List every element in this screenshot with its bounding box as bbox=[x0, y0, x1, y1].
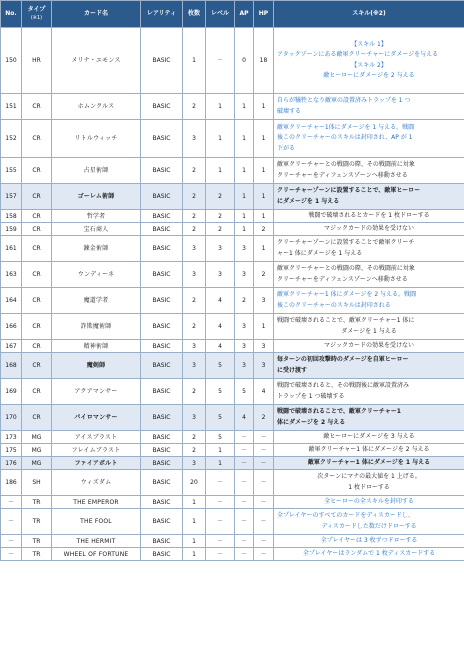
skill-line: 後このクリーチャーのスキルは封印される bbox=[277, 301, 391, 309]
row-count: 3 bbox=[183, 236, 206, 262]
row-skill bbox=[274, 288, 464, 314]
row-rarity: BASIC bbox=[141, 340, 183, 353]
row-rarity: BASIC bbox=[141, 120, 183, 158]
row-hp: － bbox=[254, 509, 274, 535]
row-hp: 1 bbox=[254, 314, 274, 340]
row-count: 3 bbox=[183, 405, 206, 431]
row-type: CR bbox=[22, 236, 52, 262]
row-count: 3 bbox=[183, 353, 206, 379]
row-ap: 1 bbox=[235, 210, 254, 223]
table-row bbox=[1, 28, 464, 94]
row-type: CR bbox=[22, 184, 52, 210]
header-card-name: カード名 bbox=[52, 1, 141, 28]
row-count: 2 bbox=[183, 431, 206, 444]
row-type: CR bbox=[22, 288, 52, 314]
row-ap: － bbox=[235, 470, 254, 496]
row-card-name: THE HERMIT bbox=[52, 535, 141, 548]
row-rarity: BASIC bbox=[141, 288, 183, 314]
row-no: 173 bbox=[1, 431, 22, 444]
row-card-name: ウィズダム bbox=[52, 470, 141, 496]
row-rarity: BASIC bbox=[141, 431, 183, 444]
row-no: 166 bbox=[1, 314, 22, 340]
row-card-name: ホムンクルス bbox=[52, 94, 141, 120]
row-level: 3 bbox=[206, 262, 235, 288]
row-skill bbox=[274, 262, 464, 288]
row-hp: 4 bbox=[254, 379, 274, 405]
row-count: 1 bbox=[183, 28, 206, 94]
row-hp: － bbox=[254, 535, 274, 548]
table-row bbox=[1, 353, 464, 379]
row-type: HR bbox=[22, 28, 52, 94]
skill-line: 戦闘で破壊されることで、敵軍クリーチャー1 体に bbox=[277, 317, 415, 324]
row-rarity: BASIC bbox=[141, 548, 183, 561]
skill-line: ャー1 体にダメージを 1 与える bbox=[277, 249, 363, 257]
table-row bbox=[1, 431, 464, 444]
row-no: 151 bbox=[1, 94, 22, 120]
row-type: SH bbox=[22, 470, 52, 496]
row-no: － bbox=[1, 548, 22, 561]
skill-line: 下がる bbox=[277, 144, 296, 152]
row-skill bbox=[274, 353, 464, 379]
row-card-name: 精神術師 bbox=[52, 340, 141, 353]
skill-line: 戦闘で破壊されるとカードを 1 枚ドローする bbox=[308, 211, 430, 219]
row-card-name: パイロマンサー bbox=[52, 405, 141, 431]
table-row bbox=[1, 457, 464, 470]
row-ap: 1 bbox=[235, 184, 254, 210]
row-count: 1 bbox=[183, 548, 206, 561]
row-card-name: アイスブラスト bbox=[52, 431, 141, 444]
row-skill bbox=[274, 28, 464, 94]
row-skill bbox=[274, 431, 464, 444]
row-card-name: THE FOOL bbox=[52, 509, 141, 535]
row-skill bbox=[274, 405, 464, 431]
skill-line: 1 枚ドローする bbox=[348, 483, 390, 491]
skill-line: 敵軍クリーチャー1 体にダメージを 1 与える bbox=[307, 458, 431, 466]
row-count: 2 bbox=[183, 210, 206, 223]
row-level: 1 bbox=[206, 120, 235, 158]
row-rarity: BASIC bbox=[141, 210, 183, 223]
row-skill bbox=[274, 535, 464, 548]
row-no: 152 bbox=[1, 120, 22, 158]
row-card-name: アクアマンサー bbox=[52, 379, 141, 405]
row-level: 4 bbox=[206, 288, 235, 314]
row-no: － bbox=[1, 509, 22, 535]
row-type: CR bbox=[22, 120, 52, 158]
row-ap: 3 bbox=[235, 353, 254, 379]
row-hp: － bbox=[254, 431, 274, 444]
row-count: 1 bbox=[183, 535, 206, 548]
row-no: 157 bbox=[1, 184, 22, 210]
row-card-name: 詐欺魔術師 bbox=[52, 314, 141, 340]
row-hp: 3 bbox=[254, 288, 274, 314]
row-rarity: BASIC bbox=[141, 457, 183, 470]
row-skill bbox=[274, 210, 464, 223]
row-skill bbox=[274, 314, 464, 340]
row-skill bbox=[274, 120, 464, 158]
row-count: 1 bbox=[183, 496, 206, 509]
row-rarity: BASIC bbox=[141, 28, 183, 94]
row-count: 2 bbox=[183, 223, 206, 236]
skill-line: 敵軍クリーチャーとの戦闘の際、その戦闘前に対象 bbox=[277, 265, 415, 272]
row-count: 3 bbox=[183, 120, 206, 158]
skill-line: 体にダメージを 2 与える bbox=[277, 418, 346, 426]
row-no: 161 bbox=[1, 236, 22, 262]
table-row bbox=[1, 288, 464, 314]
skill-line: ディスカードした数だけドローする bbox=[321, 522, 417, 530]
row-rarity: BASIC bbox=[141, 158, 183, 184]
row-skill bbox=[274, 457, 464, 470]
row-hp: 1 bbox=[254, 94, 274, 120]
skill-line: 後このクリーチャーのスキルは封印され、AP が 1 bbox=[277, 134, 413, 142]
row-card-name: THE EMPEROR bbox=[52, 496, 141, 509]
row-type: TR bbox=[22, 509, 52, 535]
row-ap: 3 bbox=[235, 340, 254, 353]
row-ap: 1 bbox=[235, 223, 254, 236]
row-count: 3 bbox=[183, 262, 206, 288]
row-card-name: 占星術師 bbox=[52, 158, 141, 184]
row-no: 163 bbox=[1, 262, 22, 288]
row-ap: － bbox=[235, 431, 254, 444]
table-row bbox=[1, 262, 464, 288]
row-card-name: 魔道学者 bbox=[52, 288, 141, 314]
row-hp: 18 bbox=[254, 28, 274, 94]
table-row bbox=[1, 535, 464, 548]
row-level: 1 bbox=[206, 94, 235, 120]
row-count: 20 bbox=[183, 470, 206, 496]
row-count: 2 bbox=[183, 288, 206, 314]
skill-line: トラップを 1 つ破壊する bbox=[277, 392, 345, 400]
row-no: 170 bbox=[1, 405, 22, 431]
row-ap: 1 bbox=[235, 158, 254, 184]
row-level: 1 bbox=[206, 444, 235, 457]
row-level: 2 bbox=[206, 223, 235, 236]
header-ap: AP bbox=[235, 1, 254, 28]
skill-line: 敵軍クリーチャー1 体にダメージを 2 与える bbox=[308, 445, 430, 453]
row-level: 4 bbox=[206, 340, 235, 353]
row-level: － bbox=[206, 509, 235, 535]
skill-line: 全プレイヤーはランダムで 1 枚ディスカードする bbox=[302, 549, 436, 557]
row-type: MG bbox=[22, 431, 52, 444]
row-hp: － bbox=[254, 470, 274, 496]
table-row bbox=[1, 158, 464, 184]
row-skill bbox=[274, 509, 464, 535]
table-row bbox=[1, 548, 464, 561]
row-skill bbox=[274, 223, 464, 236]
row-rarity: BASIC bbox=[141, 236, 183, 262]
header-type-note: (※1) bbox=[30, 15, 43, 21]
header-type-label: タイプ bbox=[27, 6, 46, 13]
table-row bbox=[1, 210, 464, 223]
row-ap: － bbox=[235, 509, 254, 535]
row-level: 4 bbox=[206, 314, 235, 340]
table-row bbox=[1, 236, 464, 262]
skill-line: 次ターンにマナの最大値を 1 上げる。 bbox=[317, 473, 421, 480]
skill-line: 【スキル 1】 bbox=[351, 40, 387, 48]
row-no: 167 bbox=[1, 340, 22, 353]
row-level: － bbox=[206, 496, 235, 509]
row-ap: 0 bbox=[235, 28, 254, 94]
row-type: CR bbox=[22, 94, 52, 120]
skill-line: 全プレイヤーのすべてのカードをディスカードし、 bbox=[277, 512, 414, 519]
skill-line: クリーチャーをディフェンスゾーンへ移動させる bbox=[277, 171, 408, 179]
row-card-name: メリナ・エモンス bbox=[52, 28, 141, 94]
row-type: CR bbox=[22, 353, 52, 379]
row-no: 159 bbox=[1, 223, 22, 236]
row-rarity: BASIC bbox=[141, 379, 183, 405]
row-type: CR bbox=[22, 158, 52, 184]
row-level: 5 bbox=[206, 431, 235, 444]
skill-line: マジックカードの効果を受けない bbox=[323, 341, 414, 349]
row-type: MG bbox=[22, 457, 52, 470]
row-no: － bbox=[1, 496, 22, 509]
row-level: － bbox=[206, 535, 235, 548]
row-rarity: BASIC bbox=[141, 314, 183, 340]
skill-line: クリーチャーゾーンに設置することで、敵軍ヒーロー bbox=[277, 187, 421, 194]
row-hp: － bbox=[254, 444, 274, 457]
row-card-name: ウンディーネ bbox=[52, 262, 141, 288]
row-rarity: BASIC bbox=[141, 405, 183, 431]
table-row bbox=[1, 94, 464, 120]
row-hp: 1 bbox=[254, 236, 274, 262]
row-rarity: BASIC bbox=[141, 184, 183, 210]
skill-line: 敵ヒーローにダメージを 3 与える bbox=[323, 432, 415, 440]
row-type: CR bbox=[22, 405, 52, 431]
row-no: 155 bbox=[1, 158, 22, 184]
row-hp: 3 bbox=[254, 340, 274, 353]
row-type: TR bbox=[22, 548, 52, 561]
row-level: 1 bbox=[206, 457, 235, 470]
row-hp: 1 bbox=[254, 210, 274, 223]
row-type: CR bbox=[22, 314, 52, 340]
table-row bbox=[1, 470, 464, 496]
skill-line: 敵軍クリーチャーとの戦闘の際、その戦闘前に対象 bbox=[277, 161, 415, 168]
row-count: 2 bbox=[183, 444, 206, 457]
skill-line: 敵軍クリーチャー1 体にダメージを 2 与える。戦闘 bbox=[277, 291, 417, 298]
row-skill bbox=[274, 548, 464, 561]
header-skill: スキル(※2) bbox=[274, 1, 464, 28]
row-count: 3 bbox=[183, 457, 206, 470]
row-level: 2 bbox=[206, 184, 235, 210]
row-count: 2 bbox=[183, 314, 206, 340]
row-type: CR bbox=[22, 262, 52, 288]
skill-line: クリーチャーをディフェンスゾーンへ移動させる bbox=[277, 275, 408, 283]
row-hp: 3 bbox=[254, 353, 274, 379]
table-row bbox=[1, 184, 464, 210]
header-level: レベル bbox=[206, 1, 235, 28]
row-hp: 1 bbox=[254, 184, 274, 210]
row-no: 158 bbox=[1, 210, 22, 223]
row-type: CR bbox=[22, 379, 52, 405]
skill-line: 自らが犠牲となり敵軍の設置済みトラップを 1 つ bbox=[277, 97, 411, 104]
skill-line: アタックゾーンにある敵軍クリーチャーにダメージを与える bbox=[277, 51, 439, 58]
row-hp: 1 bbox=[254, 158, 274, 184]
row-type: TR bbox=[22, 535, 52, 548]
row-card-name: リトルウィッチ bbox=[52, 120, 141, 158]
skill-line: にダメージを 1 与える bbox=[277, 197, 340, 205]
row-card-name: 宝石商人 bbox=[52, 223, 141, 236]
row-skill bbox=[274, 444, 464, 457]
row-card-name: 錬金術師 bbox=[52, 236, 141, 262]
table-row bbox=[1, 405, 464, 431]
row-level: － bbox=[206, 470, 235, 496]
row-ap: 2 bbox=[235, 288, 254, 314]
skill-line: 全ヒーローの全スキルを封印する bbox=[324, 497, 414, 505]
row-hp: 1 bbox=[254, 120, 274, 158]
card-rows bbox=[1, 28, 464, 561]
row-skill bbox=[274, 496, 464, 509]
row-skill bbox=[274, 470, 464, 496]
table-row bbox=[1, 496, 464, 509]
row-level: － bbox=[206, 28, 235, 94]
row-hp: 2 bbox=[254, 262, 274, 288]
row-ap: 5 bbox=[235, 379, 254, 405]
table-row bbox=[1, 314, 464, 340]
skill-line: 全プレイヤーは 3 枚ずつドローする bbox=[320, 536, 418, 544]
row-rarity: BASIC bbox=[141, 262, 183, 288]
row-rarity: BASIC bbox=[141, 223, 183, 236]
row-ap: － bbox=[235, 535, 254, 548]
row-rarity: BASIC bbox=[141, 496, 183, 509]
row-card-name: ゴーレム術師 bbox=[52, 184, 141, 210]
row-ap: － bbox=[235, 457, 254, 470]
row-type: CR bbox=[22, 340, 52, 353]
skill-line: 毎ターンの初回攻撃時のダメージを自軍ヒーロー bbox=[277, 356, 409, 363]
skill-line: に受け渡す bbox=[277, 366, 308, 374]
table-header-row bbox=[1, 1, 464, 28]
table-row bbox=[1, 509, 464, 535]
skill-line: 【スキル 2】 bbox=[351, 61, 387, 69]
row-skill bbox=[274, 236, 464, 262]
row-count: 2 bbox=[183, 158, 206, 184]
row-count: 2 bbox=[183, 94, 206, 120]
row-type: MG bbox=[22, 444, 52, 457]
row-no: 150 bbox=[1, 28, 22, 94]
skill-line: 破壊する bbox=[277, 107, 302, 115]
row-ap: － bbox=[235, 444, 254, 457]
row-level: 1 bbox=[206, 158, 235, 184]
row-level: 5 bbox=[206, 353, 235, 379]
row-skill bbox=[274, 184, 464, 210]
row-level: 5 bbox=[206, 405, 235, 431]
header-count: 枚数 bbox=[183, 1, 206, 28]
row-ap: 1 bbox=[235, 120, 254, 158]
row-rarity: BASIC bbox=[141, 470, 183, 496]
row-hp: － bbox=[254, 548, 274, 561]
table-row bbox=[1, 340, 464, 353]
row-ap: 1 bbox=[235, 94, 254, 120]
row-level: 5 bbox=[206, 379, 235, 405]
row-ap: － bbox=[235, 496, 254, 509]
header-type bbox=[22, 1, 52, 28]
row-no: － bbox=[1, 535, 22, 548]
row-hp: 2 bbox=[254, 405, 274, 431]
table-row bbox=[1, 120, 464, 158]
row-no: 168 bbox=[1, 353, 22, 379]
table-row bbox=[1, 444, 464, 457]
skill-line: 敵軍クリーチャー1体にダメージを 1 与える。戦闘 bbox=[277, 123, 415, 131]
row-rarity: BASIC bbox=[141, 444, 183, 457]
row-ap: 3 bbox=[235, 314, 254, 340]
row-skill bbox=[274, 94, 464, 120]
row-type: CR bbox=[22, 223, 52, 236]
header-hp: HP bbox=[254, 1, 274, 28]
row-no: 169 bbox=[1, 379, 22, 405]
row-hp: － bbox=[254, 457, 274, 470]
row-level: 3 bbox=[206, 236, 235, 262]
row-count: 2 bbox=[183, 379, 206, 405]
row-ap: － bbox=[235, 548, 254, 561]
row-count: 3 bbox=[183, 340, 206, 353]
row-level: － bbox=[206, 548, 235, 561]
row-no: 175 bbox=[1, 444, 22, 457]
table-row bbox=[1, 379, 464, 405]
row-skill bbox=[274, 158, 464, 184]
row-skill bbox=[274, 340, 464, 353]
row-card-name: 哲学者 bbox=[52, 210, 141, 223]
row-rarity: BASIC bbox=[141, 353, 183, 379]
skill-line: 戦闘で破壊されることで、敵軍クリーチャー1 bbox=[277, 408, 401, 415]
row-card-name: ファイアボルト bbox=[52, 457, 141, 470]
row-level: 2 bbox=[206, 210, 235, 223]
skill-line: クリーチャーゾーンに設置することで敵軍クリーチ bbox=[277, 239, 415, 246]
header-rarity: レアリティ bbox=[141, 1, 183, 28]
row-card-name: WHEEL OF FORTUNE bbox=[52, 548, 141, 561]
row-count: 2 bbox=[183, 184, 206, 210]
skill-line: 敵ヒーローにダメージを 2 与える bbox=[323, 72, 415, 79]
table-row bbox=[1, 223, 464, 236]
skill-line: マジックカードの効果を受けない bbox=[323, 224, 414, 232]
row-no: 186 bbox=[1, 470, 22, 496]
row-no: 164 bbox=[1, 288, 22, 314]
row-type: CR bbox=[22, 210, 52, 223]
row-rarity: BASIC bbox=[141, 94, 183, 120]
row-count: 1 bbox=[183, 509, 206, 535]
row-hp: － bbox=[254, 496, 274, 509]
row-no: 176 bbox=[1, 457, 22, 470]
row-card-name: フレイムブラスト bbox=[52, 444, 141, 457]
row-ap: 4 bbox=[235, 405, 254, 431]
row-card-name: 魔剣師 bbox=[52, 353, 141, 379]
row-rarity: BASIC bbox=[141, 535, 183, 548]
skill-line: ダメージを 1 与える bbox=[341, 327, 397, 335]
row-skill bbox=[274, 379, 464, 405]
row-ap: 3 bbox=[235, 262, 254, 288]
row-type: TR bbox=[22, 496, 52, 509]
row-rarity: BASIC bbox=[141, 509, 183, 535]
row-hp: 2 bbox=[254, 223, 274, 236]
skill-line: 戦闘で破壊されると、その戦闘後に敵軍設置済み bbox=[277, 382, 410, 389]
row-ap: 3 bbox=[235, 236, 254, 262]
header-no: No. bbox=[1, 1, 22, 28]
